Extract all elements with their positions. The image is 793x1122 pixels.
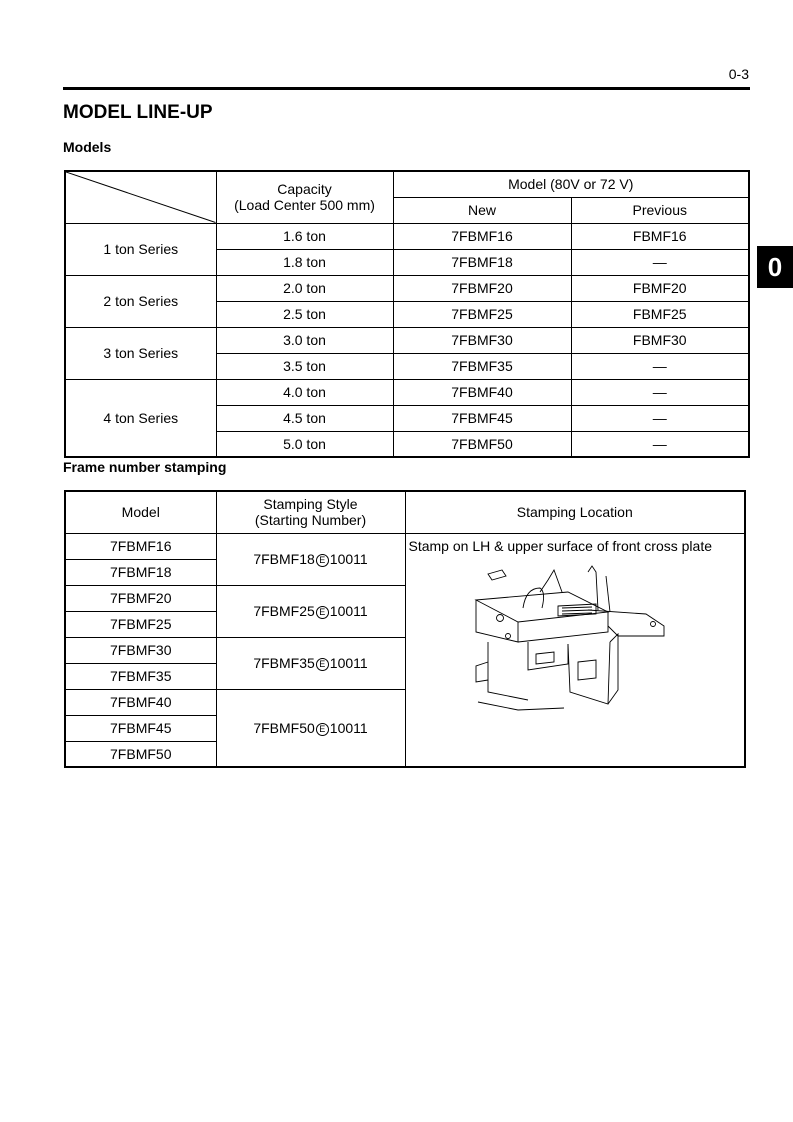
new-model-cell: 7FBMF40 bbox=[393, 379, 571, 405]
previous-model-cell: — bbox=[571, 405, 749, 431]
stamp-mark-icon: E bbox=[316, 554, 329, 567]
diagonal-line bbox=[66, 172, 216, 223]
stamp-number: 10011 bbox=[329, 655, 368, 671]
model-cell: 7FBMF18 bbox=[65, 559, 216, 585]
capacity-cell: 4.5 ton bbox=[216, 405, 393, 431]
previous-model-cell: FBMF20 bbox=[571, 275, 749, 301]
capacity-cell: 1.6 ton bbox=[216, 223, 393, 249]
model-cell: 7FBMF25 bbox=[65, 611, 216, 637]
model-cell: 7FBMF20 bbox=[65, 585, 216, 611]
previous-header: Previous bbox=[571, 197, 749, 223]
capacity-cell: 3.0 ton bbox=[216, 327, 393, 353]
stamp-prefix: 7FBMF35 bbox=[253, 655, 315, 671]
stamp-prefix: 7FBMF18 bbox=[253, 551, 315, 567]
table-row bbox=[65, 223, 749, 249]
model-header: Model (80V or 72 V) bbox=[393, 171, 749, 197]
previous-model-cell: FBMF25 bbox=[571, 301, 749, 327]
new-model-cell: 7FBMF20 bbox=[393, 275, 571, 301]
capacity-cell: 4.0 ton bbox=[216, 379, 393, 405]
stamping-location-cell bbox=[405, 533, 745, 767]
stamping-location-header: Stamping Location bbox=[405, 491, 745, 533]
stamping-style-cell bbox=[216, 689, 405, 767]
model-cell: 7FBMF16 bbox=[65, 533, 216, 559]
stamp-number: 10011 bbox=[329, 551, 368, 567]
model-cell: 7FBMF50 bbox=[65, 741, 216, 767]
previous-model-cell: FBMF16 bbox=[571, 223, 749, 249]
stamping-style-cell bbox=[216, 637, 405, 689]
previous-model-cell: — bbox=[571, 353, 749, 379]
series-cell: 1 ton Series bbox=[65, 223, 216, 275]
new-model-cell: 7FBMF45 bbox=[393, 405, 571, 431]
capacity-cell: 5.0 ton bbox=[216, 431, 393, 457]
model-cell: 7FBMF40 bbox=[65, 689, 216, 715]
stamp-prefix: 7FBMF25 bbox=[253, 603, 315, 619]
model-header: Model bbox=[65, 491, 216, 533]
model-cell: 7FBMF45 bbox=[65, 715, 216, 741]
header-rule bbox=[63, 87, 750, 90]
page-number: 0-3 bbox=[728, 66, 749, 82]
new-model-cell: 7FBMF25 bbox=[393, 301, 571, 327]
model-cell: 7FBMF35 bbox=[65, 663, 216, 689]
capacity-header bbox=[216, 171, 393, 223]
stamping-style-header bbox=[216, 491, 405, 533]
capacity-cell: 2.0 ton bbox=[216, 275, 393, 301]
models-heading: Models bbox=[63, 139, 112, 155]
previous-model-cell: — bbox=[571, 431, 749, 457]
stamp-number: 10011 bbox=[329, 719, 368, 736]
new-model-cell: 7FBMF35 bbox=[393, 353, 571, 379]
table-row bbox=[65, 275, 749, 301]
capacity-header-line2: (Load Center 500 mm) bbox=[234, 197, 375, 214]
table-row bbox=[65, 533, 745, 559]
stamp-mark-icon: E bbox=[316, 606, 329, 619]
series-cell: 3 ton Series bbox=[65, 327, 216, 379]
new-model-cell: 7FBMF16 bbox=[393, 223, 571, 249]
stamp-number: 10011 bbox=[329, 603, 368, 619]
capacity-header-line1: Capacity bbox=[277, 181, 332, 198]
models-table bbox=[64, 170, 750, 458]
stamping-location-text: Stamp on LH & upper surface of front cross plate bbox=[408, 537, 712, 554]
frame-stamping-table bbox=[64, 490, 746, 768]
corner-cell bbox=[65, 171, 216, 223]
table-row bbox=[65, 379, 749, 405]
table-row bbox=[65, 327, 749, 353]
new-header: New bbox=[393, 197, 571, 223]
capacity-cell: 2.5 ton bbox=[216, 301, 393, 327]
frame-illustration bbox=[468, 562, 668, 722]
stamp-prefix: 7FBMF50 bbox=[253, 719, 315, 736]
page-title: MODEL LINE-UP bbox=[63, 102, 213, 123]
new-model-cell: 7FBMF30 bbox=[393, 327, 571, 353]
previous-model-cell: — bbox=[571, 379, 749, 405]
stamp-mark-icon: E bbox=[316, 723, 329, 736]
previous-model-cell: FBMF30 bbox=[571, 327, 749, 353]
stamping-style-cell bbox=[216, 533, 405, 585]
stamping-style-header-line2: (Starting Number) bbox=[254, 512, 367, 529]
stamp-mark-icon: E bbox=[316, 658, 329, 671]
capacity-cell: 3.5 ton bbox=[216, 353, 393, 379]
capacity-cell: 1.8 ton bbox=[216, 249, 393, 275]
stamping-style-header-line1: Stamping Style bbox=[263, 496, 358, 513]
series-cell: 2 ton Series bbox=[65, 275, 216, 327]
section-tab-marker: 0 bbox=[757, 246, 793, 288]
new-model-cell: 7FBMF18 bbox=[393, 249, 571, 275]
stamping-style-cell bbox=[216, 585, 405, 637]
new-model-cell: 7FBMF50 bbox=[393, 431, 571, 457]
model-cell: 7FBMF30 bbox=[65, 637, 216, 663]
previous-model-cell: — bbox=[571, 249, 749, 275]
frame-stamping-heading: Frame number stamping bbox=[63, 459, 227, 475]
series-cell: 4 ton Series bbox=[65, 379, 216, 457]
